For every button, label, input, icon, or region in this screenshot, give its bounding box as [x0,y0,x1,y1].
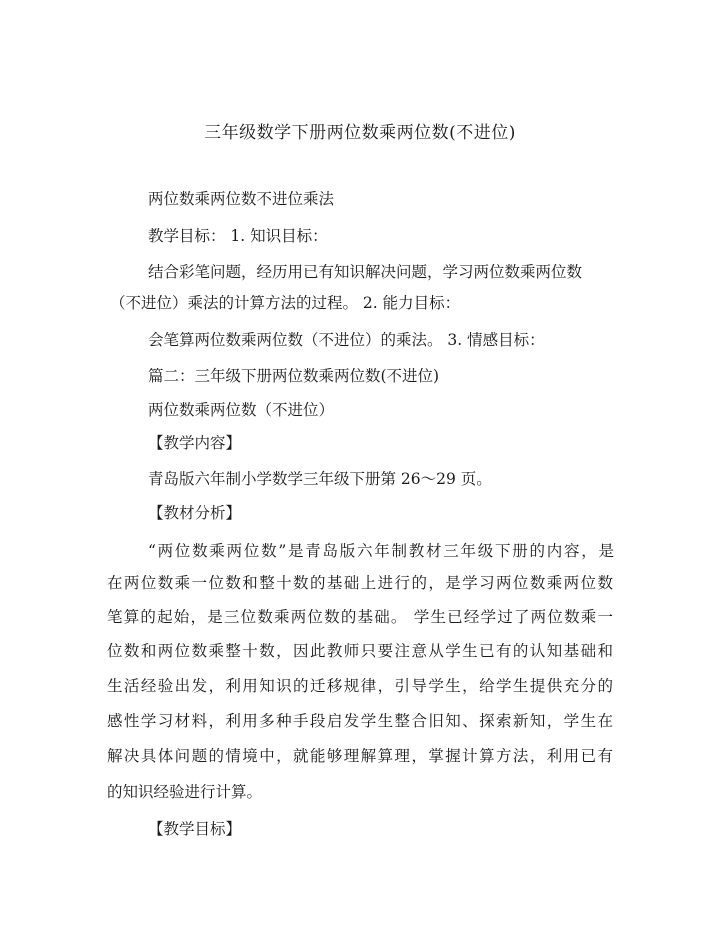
text-line: 结合彩笔问题，经历用已有知识解决问题，学习两位数乘两位数 [148,263,583,281]
text-line: 会笔算两位数乘两位数（不进位）的乘法。 3. 情感目标： [148,331,545,349]
text-line: 两位数乘两位数（不进位） [148,401,335,419]
text-line: 解决具体问题的情境中，就能够理解算理，掌握计算方法，利用已有 [107,747,613,765]
section-heading: 【教学目标】 [148,820,242,838]
section-heading: 【教材分析】 [148,504,242,522]
text-line: 的知识经验进行计算。 [107,783,263,801]
text-line: （不进位）乘法的计算方法的过程。 2. 能力目标： [110,294,461,312]
text-line: 两位数乘两位数不进位乘法 [148,190,335,208]
text-line: “两位数乘两位数”是青岛版六年制教材三年级下册的内容，是 [148,542,614,560]
text-line: 位数和两位数乘整十数，因此教师只要注意从学生已有的认知基础和 [107,642,613,660]
text-line: 笔算的起始，是三位数乘两位数的基础。 学生已经学过了两位数乘一 [107,608,613,626]
document-title: 三年级数学下册两位数乘两位数(不进位) [204,123,516,143]
text-line: 青岛版六年制小学数学三年级下册第 26～29 页。 [148,470,492,488]
text-line: 篇二：三年级下册两位数乘两位数(不进位) [148,367,440,385]
text-line: 教学目标： 1. 知识目标： [148,227,328,245]
text-line: 感性学习材料，利用多种手段启发学生整合旧知、探索新知，学生在 [107,712,613,730]
text-line: 生活经验出发，利用知识的迁移规律，引导学生，给学生提供充分的 [107,677,613,695]
section-heading: 【教学内容】 [148,434,242,452]
text-line: 在两位数乘一位数和整十数的基础上进行的，是学习两位数乘两位数 [107,574,613,592]
